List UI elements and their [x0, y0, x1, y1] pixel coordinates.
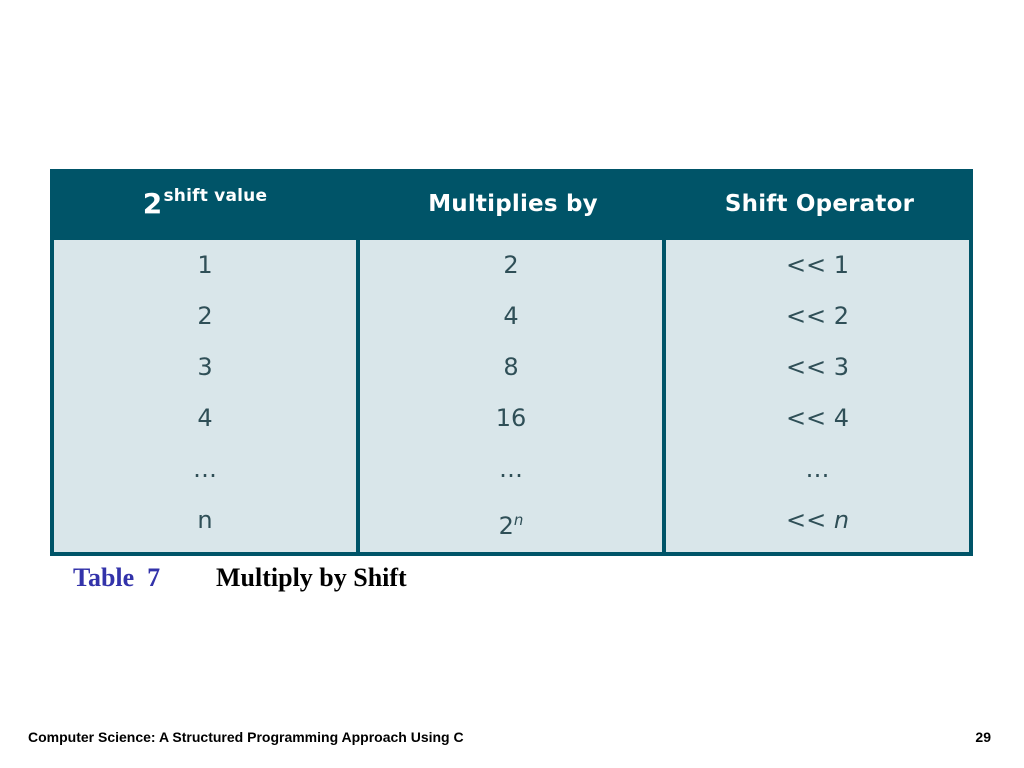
operator-symbol: <<: [785, 506, 834, 534]
column-shift-value: [54, 240, 356, 552]
header-multiplies-by: Multiplies by: [428, 190, 598, 217]
shift-multiply-table: [50, 169, 973, 556]
table-cell: 16: [495, 404, 527, 432]
table-cell: 3: [197, 353, 213, 381]
table-cell: 1: [197, 251, 213, 279]
table-cell: << 4: [785, 404, 850, 432]
footer-page-number: 29: [975, 729, 991, 745]
table-cell-operator-n: [666, 495, 969, 546]
table-cell-power: [360, 495, 662, 546]
header-shift-value: [50, 169, 360, 238]
power-exponent: n: [513, 511, 524, 529]
table-cell: << 3: [785, 353, 850, 381]
table-caption-title: Multiply by Shift: [216, 563, 407, 592]
table-cell: 2: [503, 251, 519, 279]
table-cell: …: [499, 455, 523, 483]
table-header-row: [50, 169, 973, 238]
table-cell: …: [805, 455, 830, 483]
table-cell: << 2: [785, 302, 850, 330]
table-cell: 2: [197, 302, 213, 330]
table-cell: << 1: [785, 251, 850, 279]
table-cell: 8: [503, 353, 519, 381]
header-shift-base: 2: [142, 187, 163, 220]
column-multiplies-by: [360, 240, 662, 552]
table-cell: n: [197, 506, 213, 534]
header-shift-superscript: shift value: [163, 185, 268, 206]
table-cell: …: [193, 455, 217, 483]
power-base: 2: [498, 512, 514, 540]
column-shift-operator: [666, 240, 969, 552]
footer-book-title: Computer Science: A Structured Programming Approach Using C: [28, 729, 464, 745]
header-shift-operator: Shift Operator: [724, 190, 915, 217]
table-cell: 4: [503, 302, 519, 330]
table-cell: 4: [197, 404, 213, 432]
table-caption-label: Table 7: [73, 563, 161, 592]
operator-variable: n: [833, 506, 850, 534]
